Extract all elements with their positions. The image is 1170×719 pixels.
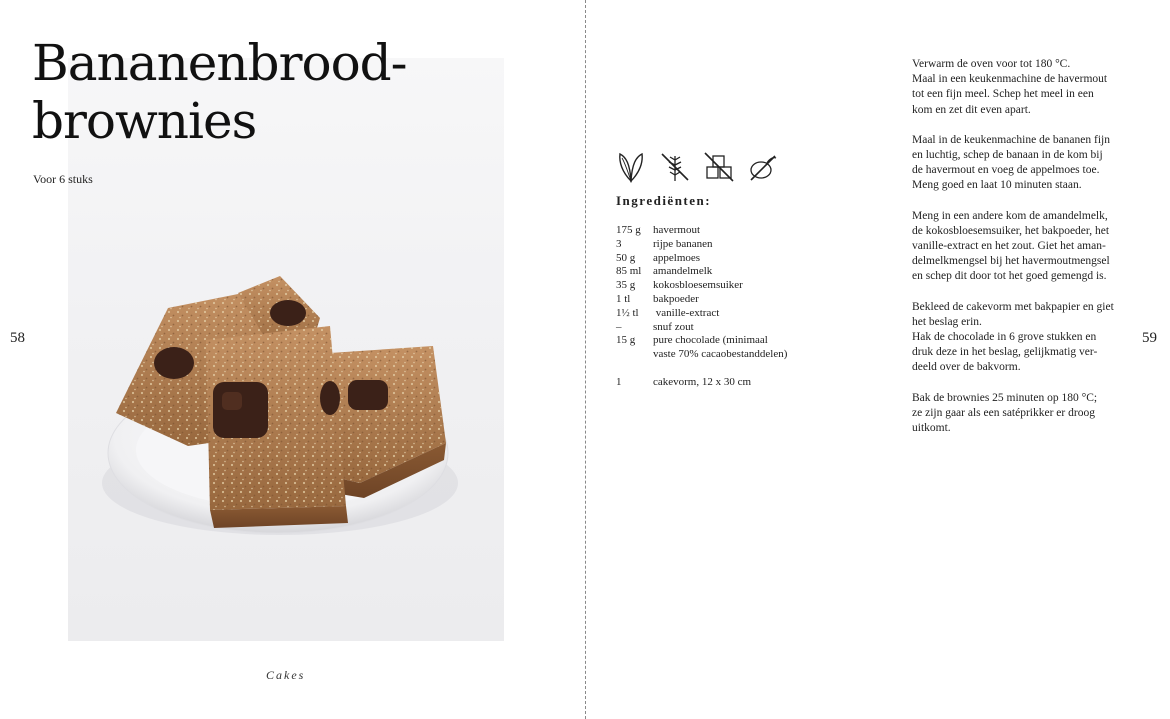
ingredient-name: pure chocolade (minimaal [653, 334, 768, 347]
ingredient-row [616, 293, 787, 307]
ingredient-qty: 175 g [616, 224, 641, 236]
instruction-line: Meng in een andere kom de amandelmelk, [912, 209, 1108, 222]
section-footer: Cakes [266, 668, 306, 682]
leaf-icon [614, 150, 648, 184]
equipment-qty: 1 [616, 375, 622, 388]
instruction-line: en luchtig, schep de banaan in de kom bij [912, 149, 1103, 162]
ingredient-name: havermout [653, 224, 701, 236]
no-sugar-cubes-icon [702, 150, 736, 184]
brownie-front [206, 326, 348, 528]
ingredient-name: snuf zout [653, 320, 694, 333]
ingredient-qty: 15 g [616, 334, 636, 347]
ingredient-name: vanille-extract [653, 306, 720, 319]
instruction-paragraph [912, 57, 1140, 118]
ingredient-row [616, 265, 787, 279]
ingredient-row [616, 279, 787, 293]
instruction-line: het beslag erin. [912, 315, 982, 328]
ingredient-row [616, 348, 787, 362]
instruction-line: Hak de chocolade in 6 grove stukken en [912, 331, 1097, 344]
ingredient-row [616, 334, 787, 348]
instructions [912, 57, 1140, 451]
page-number-right: 59 [1142, 330, 1157, 346]
instruction-line: delmelkmengsel bij het havermoutmengsel [912, 255, 1110, 268]
instruction-line: uitkomt. [912, 422, 951, 435]
instruction-paragraph [912, 391, 1140, 437]
ingredient-row [616, 252, 787, 266]
ingredient-row [616, 321, 787, 335]
no-wheat-icon [658, 150, 692, 184]
instruction-line: Bak de brownies 25 minuten op 180 °C; [912, 391, 1098, 404]
instruction-line: Bekleed de cakevorm met bakpapier en giet [912, 300, 1114, 313]
instruction-line: ze zijn gaar als een satéprikker er droog [912, 406, 1095, 419]
ingredient-name: appelmoes [653, 251, 701, 264]
instruction-line: deeld over de bakvorm. [912, 361, 1021, 374]
ingredient-qty [616, 348, 653, 362]
ingredient-name: vaste 70% cacaobestanddelen) [653, 348, 788, 361]
ingredient-qty: – [616, 320, 622, 333]
instruction-paragraph [912, 209, 1140, 285]
page-number-left: 58 [10, 330, 25, 346]
instruction-line: de havermout en voeg de appelmoes toe. [912, 164, 1100, 177]
ingredients-heading: Ingrediënten: [616, 193, 712, 208]
ingredient-qty: 35 g [616, 279, 636, 292]
ingredient-row [616, 238, 787, 252]
instruction-line: Verwarm de oven voor tot 180 °C. [912, 58, 1071, 70]
ingredient-row [616, 307, 787, 321]
servings-label: Voor 6 stuks [33, 172, 93, 186]
ingredient-qty: 85 ml [616, 265, 642, 278]
instruction-line: tot een fijn meel. Schep het meel in een [912, 88, 1094, 101]
instruction-paragraph [912, 133, 1140, 194]
equipment-name: cakevorm, 12 x 30 cm [653, 375, 752, 388]
instruction-line: Maal in een keukenmachine de havermout [912, 73, 1108, 86]
instruction-line: kom en zet dit even apart. [912, 103, 1031, 116]
diet-icons [614, 150, 780, 184]
instruction-line: Maal in de keukenmachine de bananen fijn [912, 133, 1110, 146]
ingredient-name: rijpe bananen [653, 237, 713, 250]
ingredient-qty: 1 tl [616, 292, 631, 305]
instruction-line: Meng goed en laat 10 minuten staan. [912, 179, 1082, 192]
ingredient-name: bakpoeder [653, 292, 699, 305]
ingredient-row [616, 224, 787, 238]
ingredient-qty: 3 [616, 237, 622, 250]
instruction-line: en schep dit door tot het goed gemengd is. [912, 270, 1107, 283]
ingredient-qty: 50 g [616, 251, 636, 264]
instruction-line: vanille-extract en het zout. Giet het aman- [912, 240, 1106, 253]
equipment-row [616, 376, 787, 390]
recipe-title-line-2: brownies [32, 92, 257, 150]
ingredient-qty: 1½ tl [616, 306, 639, 319]
ingredient-name: kokosbloesemsuiker [653, 279, 743, 292]
no-nut-icon [746, 150, 780, 184]
recipe-title [32, 34, 407, 150]
right-page [586, 0, 1170, 719]
instruction-line: druk deze in het beslag, gelijkmatig ver- [912, 346, 1098, 359]
instruction-line: de kokosbloesemsuiker, het bakpoeder, het [912, 224, 1110, 237]
recipe-title-line-1: Bananenbrood- [32, 34, 407, 92]
instruction-paragraph [912, 300, 1140, 376]
ingredient-name: amandelmelk [653, 265, 713, 278]
ingredients-list [616, 224, 787, 390]
